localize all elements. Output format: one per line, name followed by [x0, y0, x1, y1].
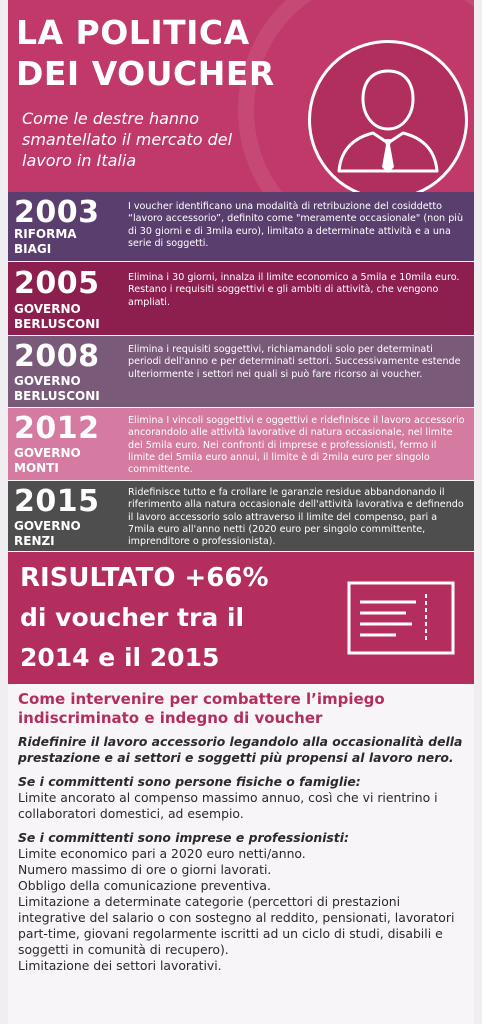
result-banner [8, 552, 474, 684]
timeline-year: 2003 [14, 195, 100, 230]
timeline-year: 2005 [14, 266, 100, 301]
timeline-government [14, 227, 77, 257]
timeline-description: Ridefinisce tutto e fa crollare le garanzie residue abbandonando il riferimento alla natura occasionale dell'attività lavorativa e definendo il lavoro accessorio solo attraverso il limite del compenso, pari a 7mila euro all'anno netti (2020 euro per singolo committente, imprenditore o professionista). [128, 487, 464, 548]
title-line-1: LA POLITICA [16, 13, 250, 52]
section1-title: Se i committenti sono persone fisiche o famiglie: [18, 774, 361, 789]
voucher-ticket-icon [346, 580, 456, 656]
section2-item: Obbligo della comunicazione preventiva. [18, 878, 271, 893]
timeline-government [14, 302, 100, 332]
section2-item: Numero massimo di ore o giorni lavorati. [18, 862, 272, 877]
section2-item: Limitazione a determinate categorie (percettori di prestazioni integrative del salario o con sostegno al reddito, pensionati, lavoratori part-time, giovani regolarmente iscritti ad un ciclo di studi, disabili e soggetti in comunità di recupero). [18, 894, 455, 957]
gov-line-1: GOVERNO [14, 374, 81, 388]
section2-item: Limite economico pari a 2020 euro netti/anno. [18, 846, 306, 861]
proposal-heading [18, 690, 470, 728]
timeline-row-2012 [8, 408, 474, 480]
proposal-section [18, 690, 470, 974]
timeline-row-2003 [8, 192, 474, 261]
timeline-description: Elimina i requisiti soggettivi, richiamandoli solo per determinati periodi dell'anno e per determinati settori. Successivamente estende ulteriormente i settori nei quali si può fare ricorso ai voucher. [128, 344, 461, 380]
timeline-description: Elimina i 30 giorni, innalza il limite economico a 5mila e 10mila euro. Restano i requisiti soggettivi e gli ambiti di attività, che vengono ampliati. [128, 272, 460, 308]
timeline-description: I voucher identificano una modalità di retribuzione del cosiddetto “lavoro accessorio”, definito come "meramente occasionale" (non più di 30 giorni e di 3mila euro), limitato a determinate attività e a una serie di soggetti. [128, 201, 464, 249]
timeline-government [14, 374, 100, 404]
title-line-2: DEI VOUCHER [16, 54, 275, 93]
timeline-year: 2008 [14, 339, 100, 374]
timeline-government [14, 446, 81, 476]
gov-line-2: RENZI [14, 534, 55, 548]
timeline-row-2005 [8, 262, 474, 335]
timeline-government [14, 519, 81, 549]
proposal-heading-line-1: Come intervenire per combattere l’impiego [18, 690, 385, 708]
timeline-year: 2012 [14, 411, 100, 446]
result-line-2: di voucher tra il [20, 603, 245, 632]
timeline-row-2015 [8, 481, 474, 551]
gov-line-2: BIAGI [14, 242, 52, 256]
section2-item: Limitazione dei settori lavorativi. [18, 958, 222, 973]
page-subtitle: Come le destre hanno smantellato il mercato del lavoro in Italia [22, 109, 233, 170]
section1-text: Limite ancorato al compenso massimo annuo, così che vi rientrino i collaboratori domestici, ad esempio. [18, 790, 438, 821]
gov-line-2: BERLUSCONI [14, 317, 100, 331]
proposal-intro: Ridefinire il lavoro accessorio legandolo alla occasionalità della prestazione e ai settori e soggetti più propensi al lavoro nero. [18, 734, 463, 765]
timeline-description: Elimina I vincoli soggettivi e oggettivi e ridefinisce il lavoro accessorio ancorandolo alle attività lavorative di natura occasionale, nel limite dei 5mila euro. Nei confronti di imprese e professionisti, fermo il limite dei 5mila euro annui, il limite è di 2mila euro per singolo committente. [128, 415, 465, 476]
infographic-page [8, 0, 474, 1024]
gov-line-2: BERLUSCONI [14, 389, 100, 403]
result-headline: RISULTATO +66% [20, 563, 269, 593]
gov-line-1: GOVERNO [14, 519, 81, 533]
gov-line-2: MONTI [14, 461, 59, 475]
header-banner [8, 0, 474, 192]
page-title [16, 12, 275, 94]
section2-title: Se i committenti sono imprese e professionisti: [18, 830, 349, 845]
timeline-year: 2015 [14, 484, 100, 519]
proposal-heading-line-2: indiscriminato e indegno di voucher [18, 709, 323, 727]
timeline-row-2008 [8, 336, 474, 407]
gov-line-1: GOVERNO [14, 446, 81, 460]
gov-line-1: RIFORMA [14, 227, 77, 241]
gov-line-1: GOVERNO [14, 302, 81, 316]
businessman-icon [308, 40, 468, 192]
result-line-3: 2014 e il 2015 [20, 643, 220, 672]
